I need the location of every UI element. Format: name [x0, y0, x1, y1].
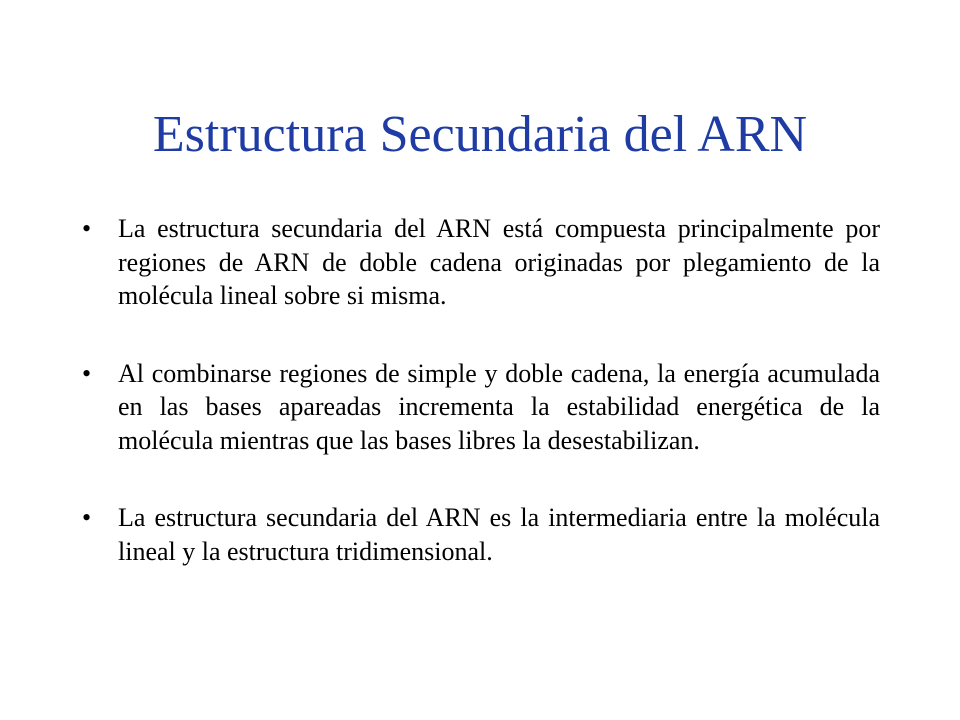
- bullet-item: [82, 357, 880, 458]
- bullet-text: La estructura secundaria del ARN está compuesta principalmente por regiones de ARN de doble cadena originadas por plegamiento de la molécula lineal sobre si misma.: [118, 214, 880, 310]
- bullet-icon: •: [82, 214, 92, 243]
- bullet-text: Al combinarse regiones de simple y doble cadena, la energía acumulada en las bases apareadas incrementa la estabilidad energética de la molécula mientras que las bases libres la desestabilizan.: [118, 358, 880, 455]
- bullet-item: [82, 212, 880, 313]
- slide-title: Estructura Secundaria del ARN: [152, 106, 808, 163]
- bullet-text: La estructura secundaria del ARN es la intermediaria entre la molécula lineal y la estructura tridimensional.: [118, 503, 880, 566]
- bullet-list: [82, 212, 880, 568]
- bullet-icon: •: [82, 358, 92, 388]
- bullet-item: [82, 501, 880, 568]
- bullet-icon: •: [82, 503, 92, 532]
